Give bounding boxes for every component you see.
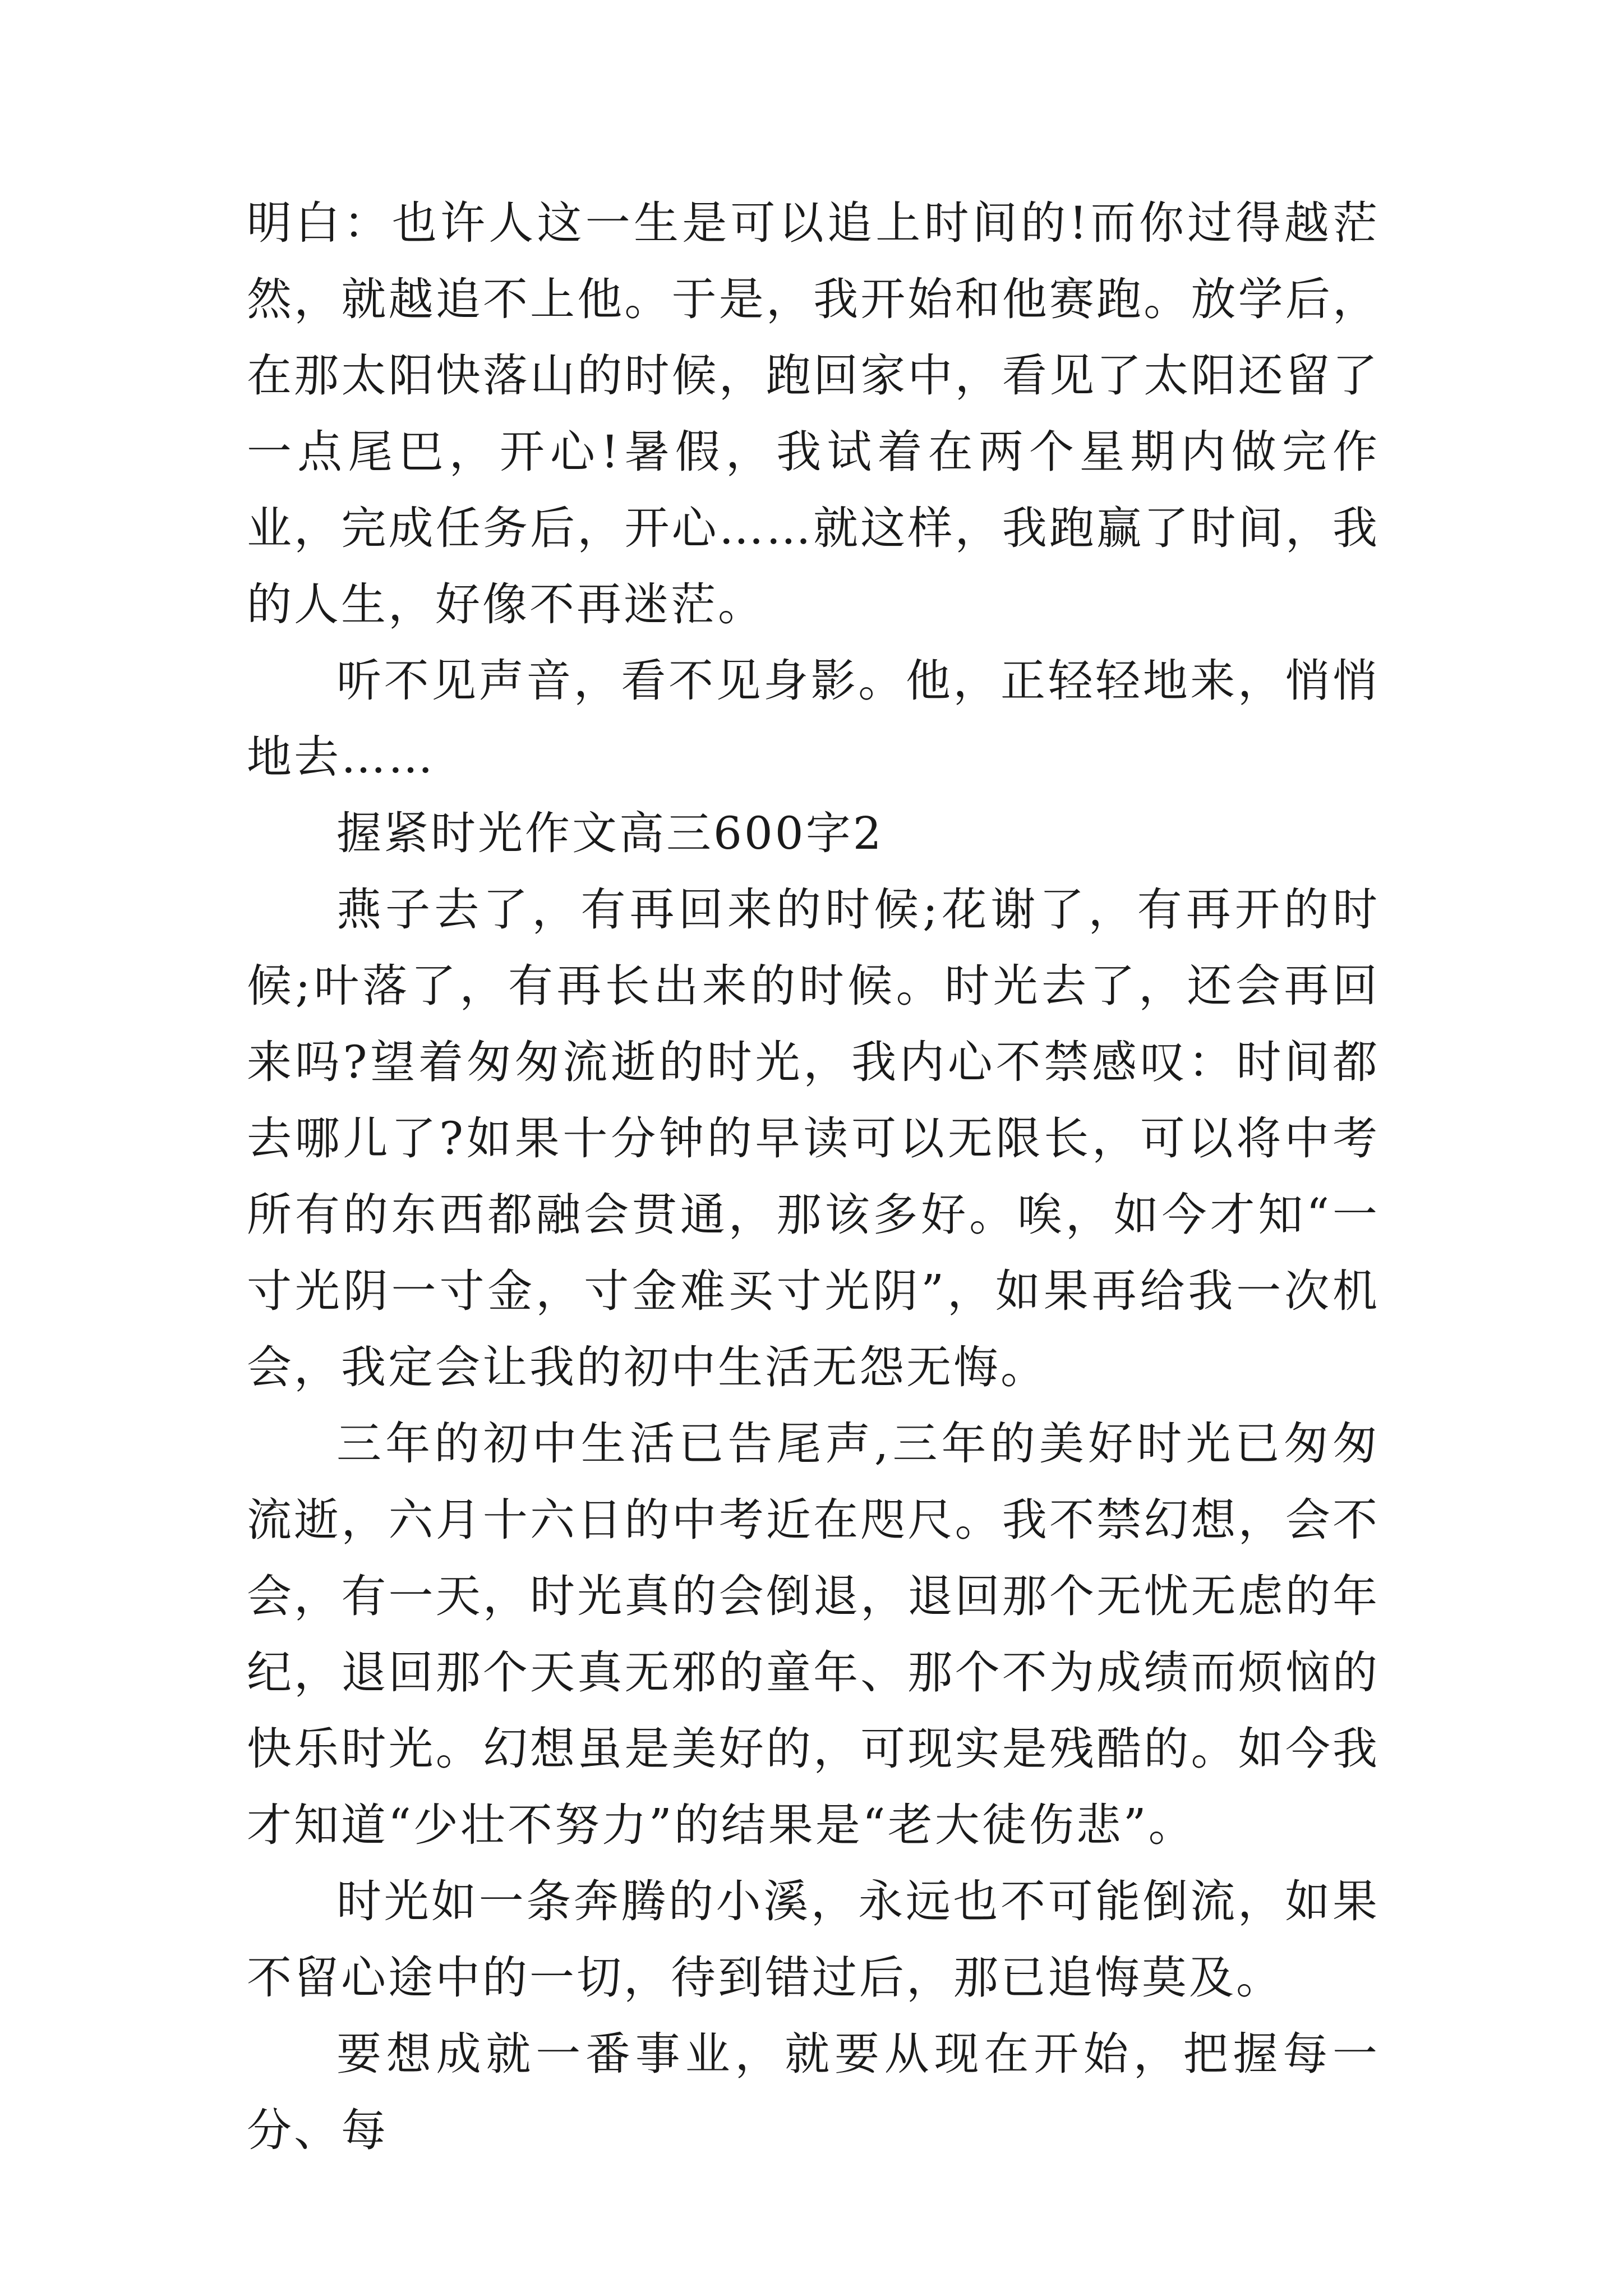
paragraph: 听不见声音，看不见身影。他，正轻轻地来，悄悄地去…… (247, 655, 1380, 783)
paragraph: 燕子去了，有再回来的时候;花谢了，有再开的时候;叶落了，有再长出来的时候。时光去了，还会再回来吗?望着匆匆流逝的时光，我内心不禁感叹：时间都去哪儿了?如果十分钟的早读可以无限长，可以将中考所有的东西都融会贯通，那该多好。唉，如今才知“一寸光阴一寸金，寸金难买寸光阴”，如果再给我一次机会，我定会让我的初中生活无怨无悔。 (247, 884, 1380, 1393)
document-body (247, 185, 1380, 2169)
paragraph: 要想成就一番事业，就要从现在开始，把握每一分、每 (247, 2028, 1380, 2156)
paragraph: 明白：也许人这一生是可以追上时间的!而你过得越茫然，就越追不上他。于是，我开始和他赛跑。放学后，在那太阳快落山的时候，跑回家中，看见了太阳还留了一点尾巴，开心!暑假，我试着在两个星期内做完作业，完成任务后，开心……就这样，我跑赢了时间，我的人生，好像不再迷茫。 (247, 197, 1380, 631)
paragraph: 三年的初中生活已告尾声,三年的美好时光已匆匆流逝，六月十六日的中考近在咫尺。我不禁幻想，会不会，有一天，时光真的会倒退，退回那个无忧无虑的年纪，退回那个天真无邪的童年、那个不为成绩而烦恼的快乐时光。幻想虽是美好的，可现实是残酷的。如今我才知道“少壮不努力”的结果是“老大徒伤悲”。 (247, 1418, 1380, 1851)
section-heading: 握紧时光作文高三600字2 (336, 807, 884, 859)
paragraph: 时光如一条奔腾的小溪，永远也不可能倒流，如果不留心途中的一切，待到错过后，那已追悔莫及。 (247, 1875, 1380, 2004)
